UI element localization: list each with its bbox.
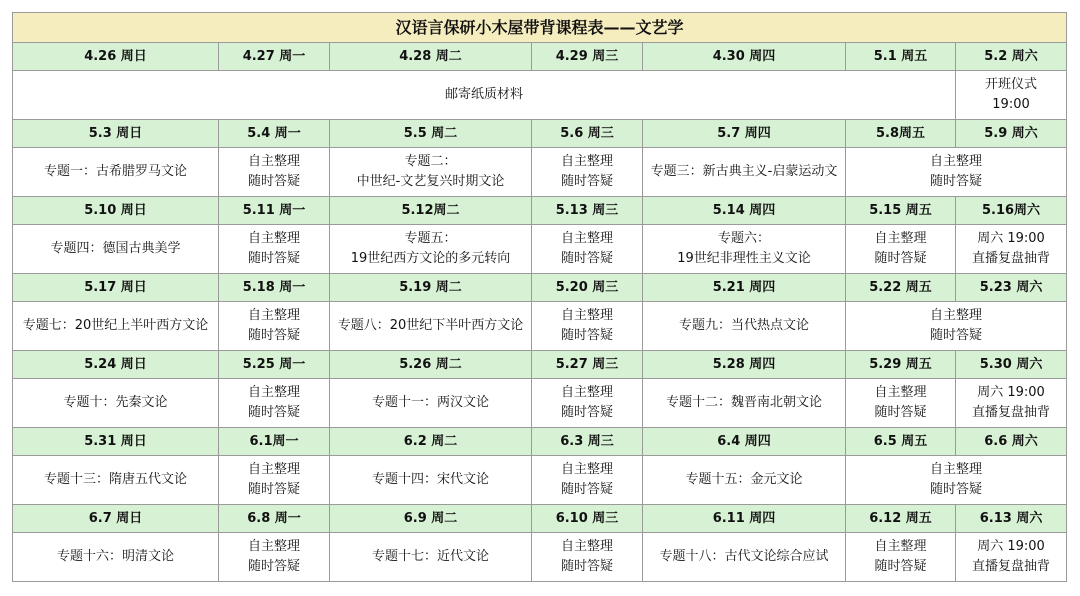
- cell-line: 自主整理: [560, 462, 613, 477]
- date-cell: 5.4 周一: [219, 120, 330, 148]
- cell-line: 随时答疑: [560, 405, 613, 420]
- cell-line: 专题二：: [404, 154, 457, 169]
- cell-line: 19:00: [992, 97, 1030, 112]
- date-cell: 5.29 周五: [846, 351, 956, 379]
- schedule-body: [13, 13, 1067, 582]
- content-row: [13, 456, 1067, 505]
- date-cell: 6.13 周六: [956, 505, 1067, 533]
- cell-line: 自主整理: [560, 539, 613, 554]
- date-cell: 5.19 周二: [330, 274, 532, 302]
- date-cell: 5.6 周三: [532, 120, 643, 148]
- date-cell: 5.26 周二: [330, 351, 532, 379]
- date-cell: 5.12周二: [330, 197, 532, 225]
- topic-cell: [13, 225, 219, 274]
- cell-line: 自主整理: [560, 154, 613, 169]
- cell-line: 随时答疑: [930, 174, 983, 189]
- date-cell: 5.11 周一: [219, 197, 330, 225]
- cell-line: 随时答疑: [247, 405, 300, 420]
- date-cell: 4.27 周一: [219, 43, 330, 71]
- date-cell: 6.4 周四: [643, 428, 846, 456]
- content-row: [13, 302, 1067, 351]
- self-study-cell: [532, 456, 643, 505]
- date-cell: 5.2 周六: [956, 43, 1067, 71]
- self-study-cell: [219, 148, 330, 197]
- topic-cell: [643, 456, 846, 505]
- topic-cell: [643, 302, 846, 351]
- saturday-cell: [956, 71, 1067, 120]
- cell-line: 专题十五：金元文论: [685, 472, 803, 487]
- self-study-cell: [846, 456, 1067, 505]
- cell-line: 随时答疑: [247, 328, 300, 343]
- topic-cell: [330, 225, 532, 274]
- self-study-cell: [532, 379, 643, 428]
- self-study-cell: [846, 302, 1067, 351]
- cell-line: 专题四：德国古典美学: [50, 241, 181, 256]
- date-cell: 6.5 周五: [846, 428, 956, 456]
- content-row: [13, 225, 1067, 274]
- topic-cell: [330, 456, 532, 505]
- date-cell: 5.28 周四: [643, 351, 846, 379]
- cell-line: 直播复盘抽背: [972, 559, 1051, 574]
- cell-line: 专题十三：隋唐五代文论: [43, 472, 187, 487]
- cell-line: 19世纪非理性主义文论: [677, 251, 811, 266]
- cell-line: 周六 19:00: [977, 385, 1045, 400]
- cell-line: 随时答疑: [247, 559, 300, 574]
- cell-line: 专题六：: [717, 231, 770, 246]
- cell-line: 自主整理: [247, 154, 300, 169]
- content-row: [13, 533, 1067, 582]
- topic-cell: [643, 379, 846, 428]
- date-cell: 5.30 周六: [956, 351, 1067, 379]
- self-study-cell: [219, 225, 330, 274]
- cell-line: 专题十一：两汉文论: [371, 395, 489, 410]
- topic-cell: [643, 225, 846, 274]
- schedule-title: 汉语言保研小木屋带背课程表——文艺学: [13, 13, 1067, 43]
- date-cell: 4.29 周三: [532, 43, 643, 71]
- date-cell: 4.28 周二: [330, 43, 532, 71]
- date-cell: 5.3 周日: [13, 120, 219, 148]
- self-study-cell: [532, 533, 643, 582]
- date-cell: 5.14 周四: [643, 197, 846, 225]
- topic-cell: [330, 379, 532, 428]
- self-study-cell: [219, 456, 330, 505]
- cell-line: 随时答疑: [560, 559, 613, 574]
- cell-line: 专题十八：古代文论综合应试: [659, 549, 829, 564]
- cell-line: 自主整理: [560, 385, 613, 400]
- cell-line: 直播复盘抽背: [972, 405, 1051, 420]
- date-row: [13, 505, 1067, 533]
- date-cell: 5.25 周一: [219, 351, 330, 379]
- cell-line: 专题一：古希腊罗马文论: [43, 164, 187, 179]
- cell-line: 随时答疑: [930, 328, 983, 343]
- topic-cell: [330, 533, 532, 582]
- date-cell: 5.22 周五: [846, 274, 956, 302]
- date-cell: 5.17 周日: [13, 274, 219, 302]
- cell-line: 随时答疑: [874, 559, 927, 574]
- self-study-cell: [846, 148, 1067, 197]
- topic-cell: [330, 148, 532, 197]
- date-cell: 6.12 周五: [846, 505, 956, 533]
- date-row: [13, 197, 1067, 225]
- self-study-cell: [846, 225, 956, 274]
- cell-line: 自主整理: [874, 539, 927, 554]
- cell-line: 直播复盘抽背: [972, 251, 1051, 266]
- date-cell: 6.8 周一: [219, 505, 330, 533]
- saturday-cell: [956, 533, 1067, 582]
- cell-line: 中世纪-文艺复兴时期文论: [356, 174, 505, 189]
- cell-line: 开班仪式: [985, 77, 1038, 92]
- self-study-cell: [219, 379, 330, 428]
- date-cell: 6.10 周三: [532, 505, 643, 533]
- date-cell: 4.30 周四: [643, 43, 846, 71]
- topic-cell: [13, 379, 219, 428]
- cell-line: 周六 19:00: [977, 231, 1045, 246]
- date-row: [13, 120, 1067, 148]
- date-cell: 5.18 周一: [219, 274, 330, 302]
- topic-cell: [13, 302, 219, 351]
- date-cell: 5.13 周三: [532, 197, 643, 225]
- cell-line: 自主整理: [930, 462, 983, 477]
- cell-line: 随时答疑: [560, 482, 613, 497]
- date-cell: 5.23 周六: [956, 274, 1067, 302]
- date-cell: 5.10 周日: [13, 197, 219, 225]
- cell-line: 专题七：20世纪上半叶西方文论: [22, 318, 209, 333]
- cell-line: 自主整理: [560, 231, 613, 246]
- mail-materials-cell: 邮寄纸质材料: [13, 71, 956, 120]
- date-cell: 5.20 周三: [532, 274, 643, 302]
- date-row: [13, 351, 1067, 379]
- date-cell: 5.16周六: [956, 197, 1067, 225]
- cell-line: 随时答疑: [560, 174, 613, 189]
- cell-line: 自主整理: [930, 308, 983, 323]
- saturday-cell: [956, 225, 1067, 274]
- topic-cell: [13, 148, 219, 197]
- cell-line: 自主整理: [930, 154, 983, 169]
- cell-line: 专题十四：宋代文论: [371, 472, 489, 487]
- date-cell: 5.8周五: [846, 120, 956, 148]
- schedule-table: [12, 12, 1067, 582]
- date-cell: 5.27 周三: [532, 351, 643, 379]
- cell-line: 自主整理: [247, 539, 300, 554]
- self-study-cell: [846, 379, 956, 428]
- date-cell: 5.7 周四: [643, 120, 846, 148]
- cell-line: 随时答疑: [874, 251, 927, 266]
- cell-line: 自主整理: [247, 385, 300, 400]
- self-study-cell: [532, 225, 643, 274]
- topic-cell: [643, 148, 846, 197]
- cell-line: 专题八：20世纪下半叶西方文论: [337, 318, 524, 333]
- date-cell: 4.26 周日: [13, 43, 219, 71]
- cell-line: 专题三：新古典主义-启蒙运动文: [650, 164, 838, 179]
- date-cell: 5.21 周四: [643, 274, 846, 302]
- cell-line: 自主整理: [247, 462, 300, 477]
- cell-line: 自主整理: [247, 231, 300, 246]
- self-study-cell: [532, 302, 643, 351]
- date-row: [13, 274, 1067, 302]
- cell-line: 专题十：先秦文论: [63, 395, 168, 410]
- cell-line: 随时答疑: [247, 251, 300, 266]
- cell-line: 专题十六：明清文论: [56, 549, 174, 564]
- date-cell: 6.7 周日: [13, 505, 219, 533]
- topic-cell: [13, 533, 219, 582]
- saturday-cell: [956, 379, 1067, 428]
- cell-line: 随时答疑: [874, 405, 927, 420]
- date-cell: 6.11 周四: [643, 505, 846, 533]
- content-row: [13, 379, 1067, 428]
- date-cell: 6.1周一: [219, 428, 330, 456]
- cell-line: 专题十二：魏晋南北朝文论: [665, 395, 822, 410]
- topic-cell: [643, 533, 846, 582]
- self-study-cell: [219, 302, 330, 351]
- cell-line: 19世纪西方文论的多元转向: [350, 251, 511, 266]
- date-cell: 5.1 周五: [846, 43, 956, 71]
- cell-line: 随时答疑: [247, 482, 300, 497]
- cell-line: 随时答疑: [247, 174, 300, 189]
- cell-line: 自主整理: [247, 308, 300, 323]
- cell-line: 随时答疑: [560, 251, 613, 266]
- date-cell: 5.5 周二: [330, 120, 532, 148]
- cell-line: 自主整理: [874, 231, 927, 246]
- date-cell: 6.9 周二: [330, 505, 532, 533]
- date-cell: 5.9 周六: [956, 120, 1067, 148]
- cell-line: 专题五：: [404, 231, 457, 246]
- date-cell: 5.15 周五: [846, 197, 956, 225]
- title-row: [13, 13, 1067, 43]
- cell-line: 自主整理: [874, 385, 927, 400]
- date-cell: 5.24 周日: [13, 351, 219, 379]
- date-cell: 6.6 周六: [956, 428, 1067, 456]
- date-cell: 6.3 周三: [532, 428, 643, 456]
- topic-cell: [330, 302, 532, 351]
- date-cell: 6.2 周二: [330, 428, 532, 456]
- cell-line: 随时答疑: [560, 328, 613, 343]
- content-row: [13, 71, 1067, 120]
- date-cell: 5.31 周日: [13, 428, 219, 456]
- self-study-cell: [219, 533, 330, 582]
- cell-line: 周六 19:00: [977, 539, 1045, 554]
- date-row: [13, 43, 1067, 71]
- date-row: [13, 428, 1067, 456]
- cell-line: 专题九：当代热点文论: [678, 318, 809, 333]
- content-row: [13, 148, 1067, 197]
- cell-line: 自主整理: [560, 308, 613, 323]
- cell-line: 随时答疑: [930, 482, 983, 497]
- self-study-cell: [846, 533, 956, 582]
- topic-cell: [13, 456, 219, 505]
- self-study-cell: [532, 148, 643, 197]
- cell-line: 专题十七：近代文论: [371, 549, 489, 564]
